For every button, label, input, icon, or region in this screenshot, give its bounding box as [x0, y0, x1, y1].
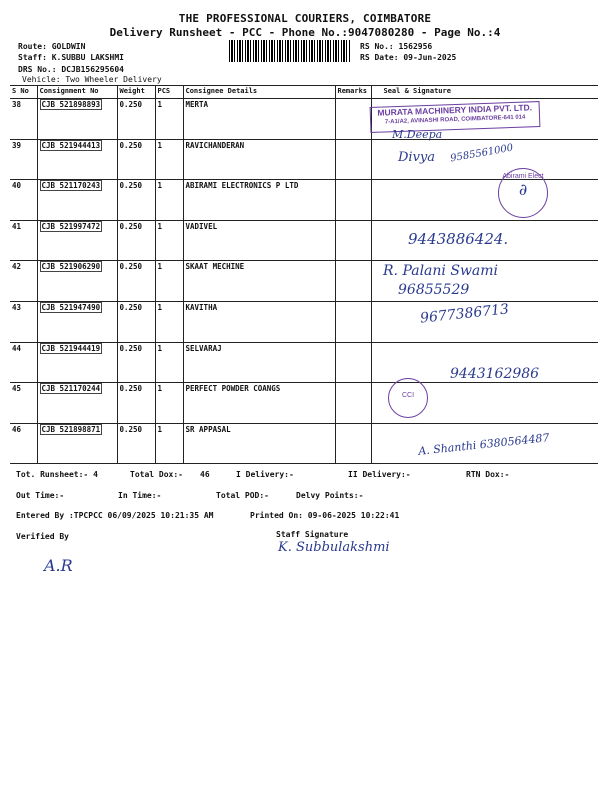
row-remarks	[335, 99, 371, 140]
ii-delivery: II Delivery:-	[348, 470, 411, 479]
row-pcs: 1	[155, 139, 183, 180]
printed-on: Printed On: 09-06-2025 10:22:41	[250, 511, 400, 520]
route-label: Route: GOLDWIN	[18, 42, 86, 51]
row-pcs: 1	[155, 261, 183, 302]
row-consignment: CJB 521898893	[41, 100, 101, 109]
row-pcs: 1	[155, 99, 183, 140]
row-consignment: CJB 521947490	[41, 302, 101, 312]
row-consignee: SELVARAJ	[183, 342, 335, 383]
row-consignment: CJB 521944419	[41, 343, 101, 353]
staff-signature-label: Staff Signature	[276, 530, 349, 539]
tot-runsheet: Tot. Runsheet:- 4	[16, 470, 98, 479]
row-weight: 0.250	[117, 180, 155, 221]
signature-row46: A. Shanthi 6380564487	[417, 431, 551, 458]
row-remarks	[335, 423, 371, 464]
col-remarks: Remarks	[335, 86, 371, 99]
row-weight: 0.250	[117, 383, 155, 424]
company-title: THE PROFESSIONAL COURIERS, COIMBATORE	[178, 12, 432, 25]
round-stamp-row45	[388, 378, 428, 418]
row-remarks	[335, 342, 371, 383]
row-remarks	[335, 383, 371, 424]
abirami-round-stamp	[498, 168, 548, 218]
rs-date: RS Date: 09-Jun-2025	[360, 53, 457, 62]
signature-row39-phone: 9585561000	[449, 142, 515, 165]
signature-row44: 9443162986	[450, 366, 540, 382]
verified-by: Verified By	[16, 532, 69, 541]
murata-stamp-line1: MURATA MACHINERY INDIA PVT. LTD.	[377, 102, 533, 118]
row-remarks	[335, 220, 371, 261]
row-consignment: CJB 521997472	[41, 221, 101, 231]
row-consignment-cell	[37, 220, 117, 261]
verified-signature: A.R	[44, 556, 73, 575]
row-consignment-cell	[37, 99, 117, 140]
row-consignment: CJB 521898871	[41, 424, 101, 434]
row-weight: 0.250	[117, 220, 155, 261]
round-stamp-row45-text: CCI	[401, 392, 415, 399]
row-consignment: CJB 521944413	[41, 140, 101, 150]
row-consignment-cell	[37, 261, 117, 302]
col-seal-signature: Seal & Signature	[371, 86, 598, 99]
row-remarks	[335, 261, 371, 302]
staff-signature: K. Subbulakshmi	[278, 540, 390, 555]
signature-row42-phone: 96855529	[398, 282, 470, 298]
row-pcs: 1	[155, 301, 183, 342]
abirami-stamp-text: Abirami Elect	[502, 173, 544, 180]
row-consignee: VADIVEL	[183, 220, 335, 261]
row-sno: 40	[10, 180, 37, 221]
table-row	[10, 383, 598, 424]
signature-row41: 9443886424.	[408, 230, 509, 248]
entered-by: Entered By :TPCPCC 06/09/2025 10:21:35 AM	[16, 511, 214, 520]
row-weight: 0.250	[117, 423, 155, 464]
row-consignee: MERTA	[183, 99, 335, 140]
row-pcs: 1	[155, 383, 183, 424]
total-dox-value: 46	[200, 470, 210, 479]
table-row	[10, 301, 598, 342]
murata-stamp-line2: 7-A1/A2, AVINASHI ROAD, COIMBATORE-641 014	[384, 114, 526, 126]
scribble-icon: ∂	[518, 180, 528, 199]
row-consignee: RAVICHANDERAN	[183, 139, 335, 180]
row-consignment: CJB 521906290	[41, 262, 101, 272]
row-consignment: CJB 521170244	[41, 384, 101, 394]
row-sno: 46	[10, 423, 37, 464]
row-pcs: 1	[155, 342, 183, 383]
row-sno: 38	[10, 99, 37, 140]
row-consignment-cell	[37, 180, 117, 221]
row-weight: 0.250	[117, 139, 155, 180]
table-row	[10, 220, 598, 261]
row-consignment-cell	[37, 139, 117, 180]
row-weight: 0.250	[117, 342, 155, 383]
barcode	[229, 40, 351, 62]
row-remarks	[335, 180, 371, 221]
row-weight: 0.250	[117, 261, 155, 302]
signature-row38: M.Deepa	[392, 128, 443, 141]
signature-row43: 9677386713	[419, 301, 510, 327]
row-sno: 43	[10, 301, 37, 342]
row-sno: 42	[10, 261, 37, 302]
rtn-dox: RTN Dox:-	[466, 470, 510, 479]
staff-label: Staff: K.SUBBU LAKSHMI	[18, 53, 124, 62]
col-pcs: PCS	[155, 86, 183, 99]
delvy-points: Delvy Points:-	[296, 491, 364, 500]
row-pcs: 1	[155, 180, 183, 221]
signature-row42-name: R. Palani Swami	[383, 263, 499, 279]
row-pcs: 1	[155, 220, 183, 261]
row-sno: 45	[10, 383, 37, 424]
table-row	[10, 261, 598, 302]
row-pcs: 1	[155, 423, 183, 464]
col-consignee: Consignee Details	[183, 86, 335, 99]
i-delivery: I Delivery:-	[236, 470, 294, 479]
col-sno: S No	[10, 86, 37, 99]
col-consignment: Consignment No	[37, 86, 117, 99]
row-consignment-cell	[37, 342, 117, 383]
signature-row39-name: Divya	[398, 150, 436, 165]
drs-number: DRS No.: DCJB156295604	[18, 65, 124, 74]
in-time: In Time:-	[118, 491, 162, 500]
row-consignment-cell	[37, 383, 117, 424]
rs-number: RS No.: 1562956	[360, 42, 433, 51]
row-consignee: SKAAT MECHINE	[183, 261, 335, 302]
row-consignee: SR APPASAL	[183, 423, 335, 464]
runsheet-subtitle: Delivery Runsheet - PCC - Phone No.:9047080280 - Page No.:4	[109, 26, 501, 39]
row-consignee: KAVITHA	[183, 301, 335, 342]
out-time: Out Time:-	[16, 491, 65, 500]
row-consignment-cell	[37, 301, 117, 342]
row-consignment-cell	[37, 423, 117, 464]
row-sno: 44	[10, 342, 37, 383]
row-consignment: CJB 521170243	[41, 181, 101, 191]
row-sno: 41	[10, 220, 37, 261]
row-remarks	[335, 139, 371, 180]
col-weight: Weight	[117, 86, 155, 99]
row-consignee: PERFECT POWDER COANGS	[183, 383, 335, 424]
row-weight: 0.250	[117, 99, 155, 140]
row-signature	[371, 180, 598, 221]
total-pod: Total POD:-	[216, 491, 269, 500]
table-header-row	[10, 86, 598, 99]
row-consignee: ABIRAMI ELECTRONICS P LTD	[183, 180, 335, 221]
row-remarks	[335, 301, 371, 342]
vehicle-label: Vehicle: Two Wheeler Delivery	[22, 75, 162, 84]
row-weight: 0.250	[117, 301, 155, 342]
total-dox-label: Total Dox:-	[130, 470, 183, 479]
row-sno: 39	[10, 139, 37, 180]
